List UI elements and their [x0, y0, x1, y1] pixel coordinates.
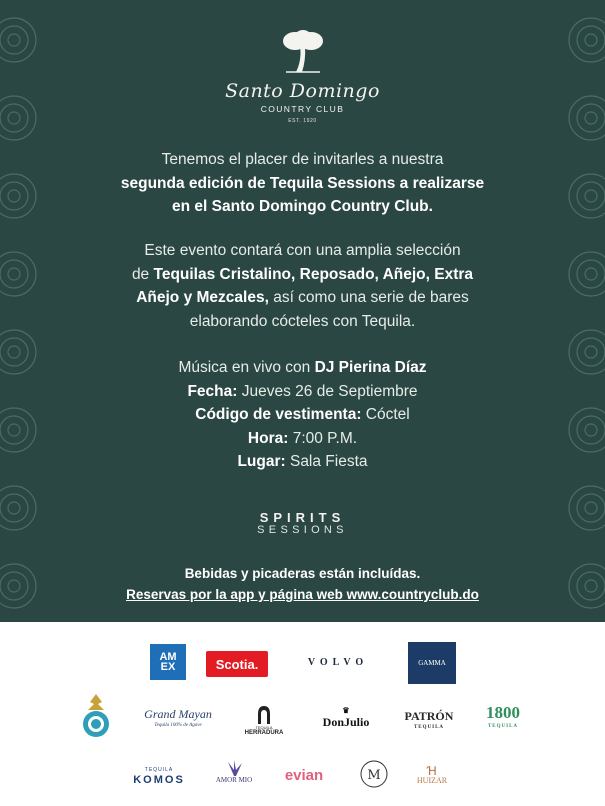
amor-mio-logo [206, 752, 262, 792]
dress-code-label: Código de vestimenta: [195, 406, 362, 423]
monogram-icon: Ɦ [427, 764, 437, 778]
lace-border-left [0, 0, 56, 622]
grand-mayan-logo [136, 707, 220, 733]
date-label: Fecha: [187, 382, 238, 400]
komos-text: KOMOS [133, 774, 185, 786]
amor-mio-text: AMOR MIO [215, 776, 253, 784]
time-label: Hora: [247, 429, 289, 447]
amex-logo [150, 644, 186, 680]
details-paragraph [60, 239, 545, 333]
amex-text: AM [159, 651, 177, 663]
scotia-logo: Scotia. [206, 651, 268, 677]
club-logo [60, 30, 545, 124]
don-julio-logo [316, 704, 376, 732]
herradura-logo [234, 698, 294, 742]
komos-logo [130, 762, 188, 788]
invitation-content [60, 0, 545, 622]
intro-bold-line: segunda edición de Tequila Sessions a realizarse [120, 174, 485, 192]
amex-text: EX [160, 661, 176, 673]
time-value: 7:00 P.M. [288, 429, 358, 447]
monogram-icon [359, 756, 389, 792]
place-value: Sala Fiesta [285, 453, 368, 470]
details-bold: Tequilas Cristalino, Reposado, Añejo, Extra [153, 265, 474, 283]
place-label: Lugar: [237, 453, 286, 470]
date-value: Jueves 26 de Septiembre [237, 382, 418, 400]
tequila-crest-logo [76, 692, 116, 740]
palm-tree-icon [278, 30, 328, 74]
agave-icon [222, 760, 246, 776]
details-bold: Añejo y Mezcales, [136, 289, 269, 306]
t1800-text: 1800 [486, 703, 520, 722]
mezcal-logo [356, 752, 392, 796]
komos-sub: TEQUILA [144, 767, 174, 773]
huizar-logo [412, 756, 452, 796]
crest-icon [76, 692, 116, 740]
dress-code-value: Cóctel [361, 406, 410, 423]
dj-name: DJ Pierina Díaz [314, 359, 427, 376]
t1800-sub: TEQUILA [487, 724, 519, 729]
lace-border-right [549, 0, 605, 622]
reservations-link[interactable]: Reservas por la app y página web www.countryclub.do [126, 587, 479, 602]
patron-text: PATRÓN [404, 709, 454, 723]
intro-bold-line: en el Santo Domingo Country Club. [172, 198, 433, 215]
sessions-word: SESSIONS [257, 524, 348, 536]
included-note: Bebidas y picaderas están incluídas. [184, 566, 421, 581]
gamma-logo: GAMMA [408, 642, 456, 684]
details-text: de [131, 265, 154, 283]
intro-line: Tenemos el placer de invitarles a nuestra [161, 151, 444, 168]
herradura-sub: TEQUILA [255, 724, 273, 730]
spirits-sessions-logo [60, 510, 545, 536]
details-line: Este evento contará con una amplia selección [144, 242, 461, 259]
horseshoe-icon [255, 705, 273, 725]
svg-text:M: M [367, 768, 381, 783]
evian-logo: evian [284, 766, 324, 784]
spirits-word: SPIRITS [259, 510, 346, 525]
crown-icon: ♛ [342, 705, 350, 715]
huizar-text: HUIZAR [416, 776, 448, 785]
sponsors-section [0, 622, 605, 806]
club-established: EST. 1920 [288, 118, 317, 124]
grand-mayan-text: Grand Mayan [144, 707, 212, 721]
don-julio-text: DonJulio [322, 714, 370, 729]
footer-notes [0, 563, 605, 605]
patron-logo [396, 708, 462, 736]
details-text: así como una serie de bares [268, 289, 469, 306]
patron-sub: TEQUILA [413, 725, 445, 730]
club-name: COUNTRY CLUB [260, 104, 345, 114]
volvo-logo: VOLVO [307, 656, 369, 668]
details-line: elaborando cócteles con Tequila. [189, 312, 416, 330]
event-info [60, 356, 545, 474]
music-label: Música en vivo con [178, 359, 315, 376]
herradura-text: HERRADURA [244, 729, 284, 736]
grand-mayan-sub: Tequila 100% de Agave [154, 723, 202, 728]
club-script-name: Santo Domingo [225, 80, 380, 102]
tequila-1800-logo [480, 703, 526, 734]
intro-paragraph [60, 148, 545, 219]
